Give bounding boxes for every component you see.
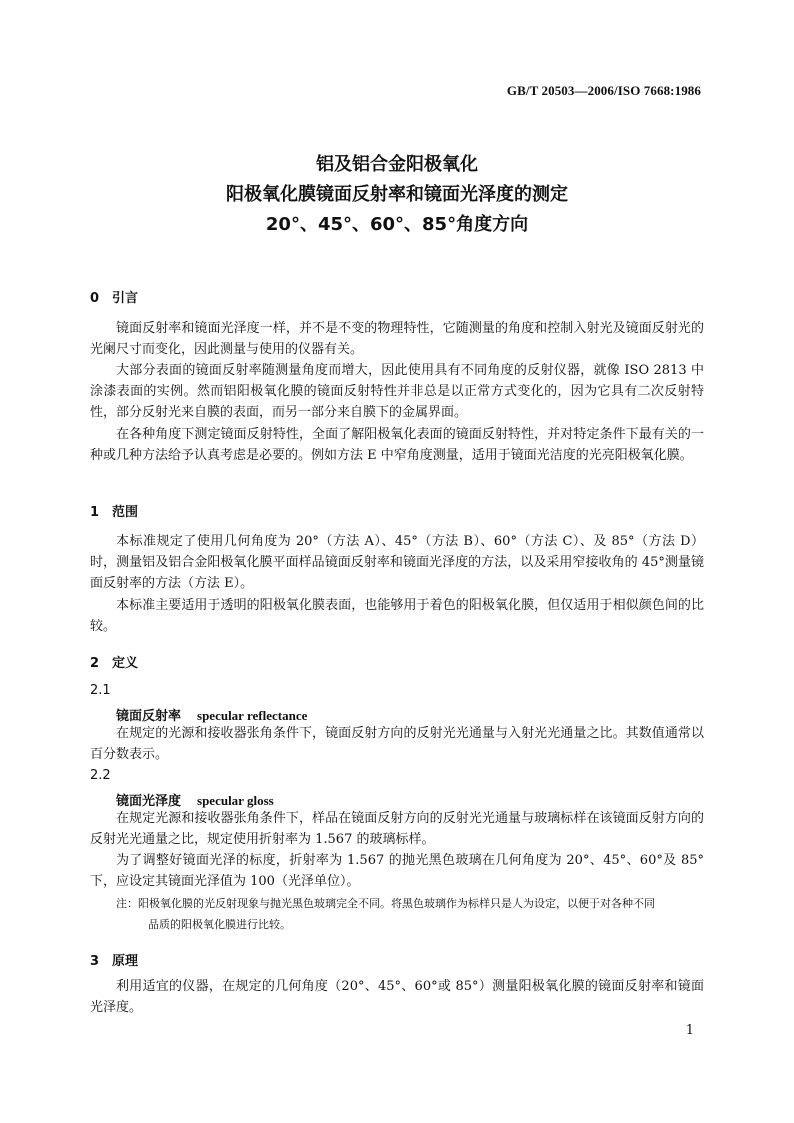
section-0-heading: [90, 287, 138, 306]
term-english: specular reflectance: [197, 708, 308, 723]
definition-2-2-number: 2.2: [90, 768, 111, 783]
note-line-2: 品质的阳极氧化膜进行比较。: [148, 918, 291, 931]
title-line-3: 20°、45°、60°、85°角度方向: [265, 214, 529, 235]
definition-2-1-term: [116, 705, 307, 724]
section-number: 3: [90, 954, 100, 969]
definition-2-2-term: [116, 790, 274, 809]
section-number: 2: [90, 656, 100, 671]
section-title: 引言: [112, 291, 139, 306]
section-0-paragraph-3: 在各种角度下测定镜面反射特性，全面了解阳极氧化表面的镜面反射特性，并对特定条件下最有关的一种或几种方法给予认真考虑是必要的。例如方法 E 中窄角度测量，适用于镜面光洁度的光亮阳极氧化膜。: [90, 427, 704, 463]
title-line-2: 阳极氧化膜镜面反射率和镜面光泽度的测定: [226, 184, 568, 205]
section-number: 1: [90, 505, 100, 520]
title-line-1: 铝及铝合金阳极氧化: [316, 154, 478, 175]
section-2-heading: [90, 652, 138, 671]
term-english: specular gloss: [197, 793, 274, 808]
document-title: [0, 150, 794, 240]
section-3-heading: [90, 950, 138, 969]
section-1-heading: [90, 501, 138, 520]
page-number: 1: [685, 1023, 694, 1038]
standard-code: GB/T 20503—2006/ISO 7668:1986: [506, 83, 701, 98]
definition-2-2-text-2: 为了调整好镜面光泽的标度，折射率为 1.567 的抛光黑色玻璃在几何角度为 20°、45°、60°及 85°下，应设定其镜面光泽值为 100（光泽单位）。: [90, 853, 704, 889]
definition-2-1-number: 2.1: [90, 683, 111, 698]
note-line-1: 注：阳极氧化膜的光反射现象与抛光黑色玻璃完全不同。将黑色玻璃作为标样只是人为设定，以便于对各种不同: [116, 897, 655, 910]
section-number: 0: [90, 291, 100, 306]
section-title: 范围: [112, 505, 139, 520]
section-title: 定义: [112, 656, 139, 671]
section-1-paragraph-1: 本标准规定了使用几何角度为 20°（方法 A）、45°（方法 B）、60°（方法 C）、及 85°（方法 D）时，测量铝及铝合金阳极氧化膜平面样品镜面反射率和镜面光泽度的方法，以及采用窄接收角的 45°测量镜面反射率的方法（方法 E）。: [90, 534, 704, 591]
definition-2-1-text: 在规定的光源和接收器张角条件下，镜面反射方向的反射光光通量与入射光光通量之比。其数值通常以百分数表示。: [90, 726, 704, 762]
section-0-paragraph-1: 镜面反射率和镜面光泽度一样，并不是不变的物理特性，它随测量的角度和控制入射光及镜面反射光的光阑尺寸而变化，因此测量与使用的仪器有关。: [90, 321, 704, 357]
section-title: 原理: [112, 954, 139, 969]
section-3-paragraph-1: 利用适宜的仪器，在规定的几何角度（20°、45°、60°或 85°）测量阳极氧化膜的镜面反射率和镜面光泽度。: [90, 979, 704, 1015]
definition-2-2-text-1: 在规定光源和接收器张角条件下，样品在镜面反射方向的反射光光通量与玻璃标样在该镜面反射方向的反射光光通量之比，规定使用折射率为 1.567 的玻璃标样。: [90, 811, 704, 847]
section-0-paragraph-2: 大部分表面的镜面反射率随测量角度而增大，因此使用具有不同角度的反射仪器，就像 ISO 2813 中涂漆表面的实例。然而铝阳极氧化膜的镜面反射特性并非总是以正常方式变化的，因为它具有二次反射特性，部分反射光来自膜的表面，而另一部分来自膜下的金属界面。: [90, 363, 704, 420]
section-1-paragraph-2: 本标准主要适用于透明的阳极氧化膜表面，也能够用于着色的阳极氧化膜，但仅适用于相似颜色间的比较。: [90, 598, 704, 634]
term-chinese: 镜面光泽度: [116, 794, 182, 809]
term-chinese: 镜面反射率: [116, 709, 182, 724]
